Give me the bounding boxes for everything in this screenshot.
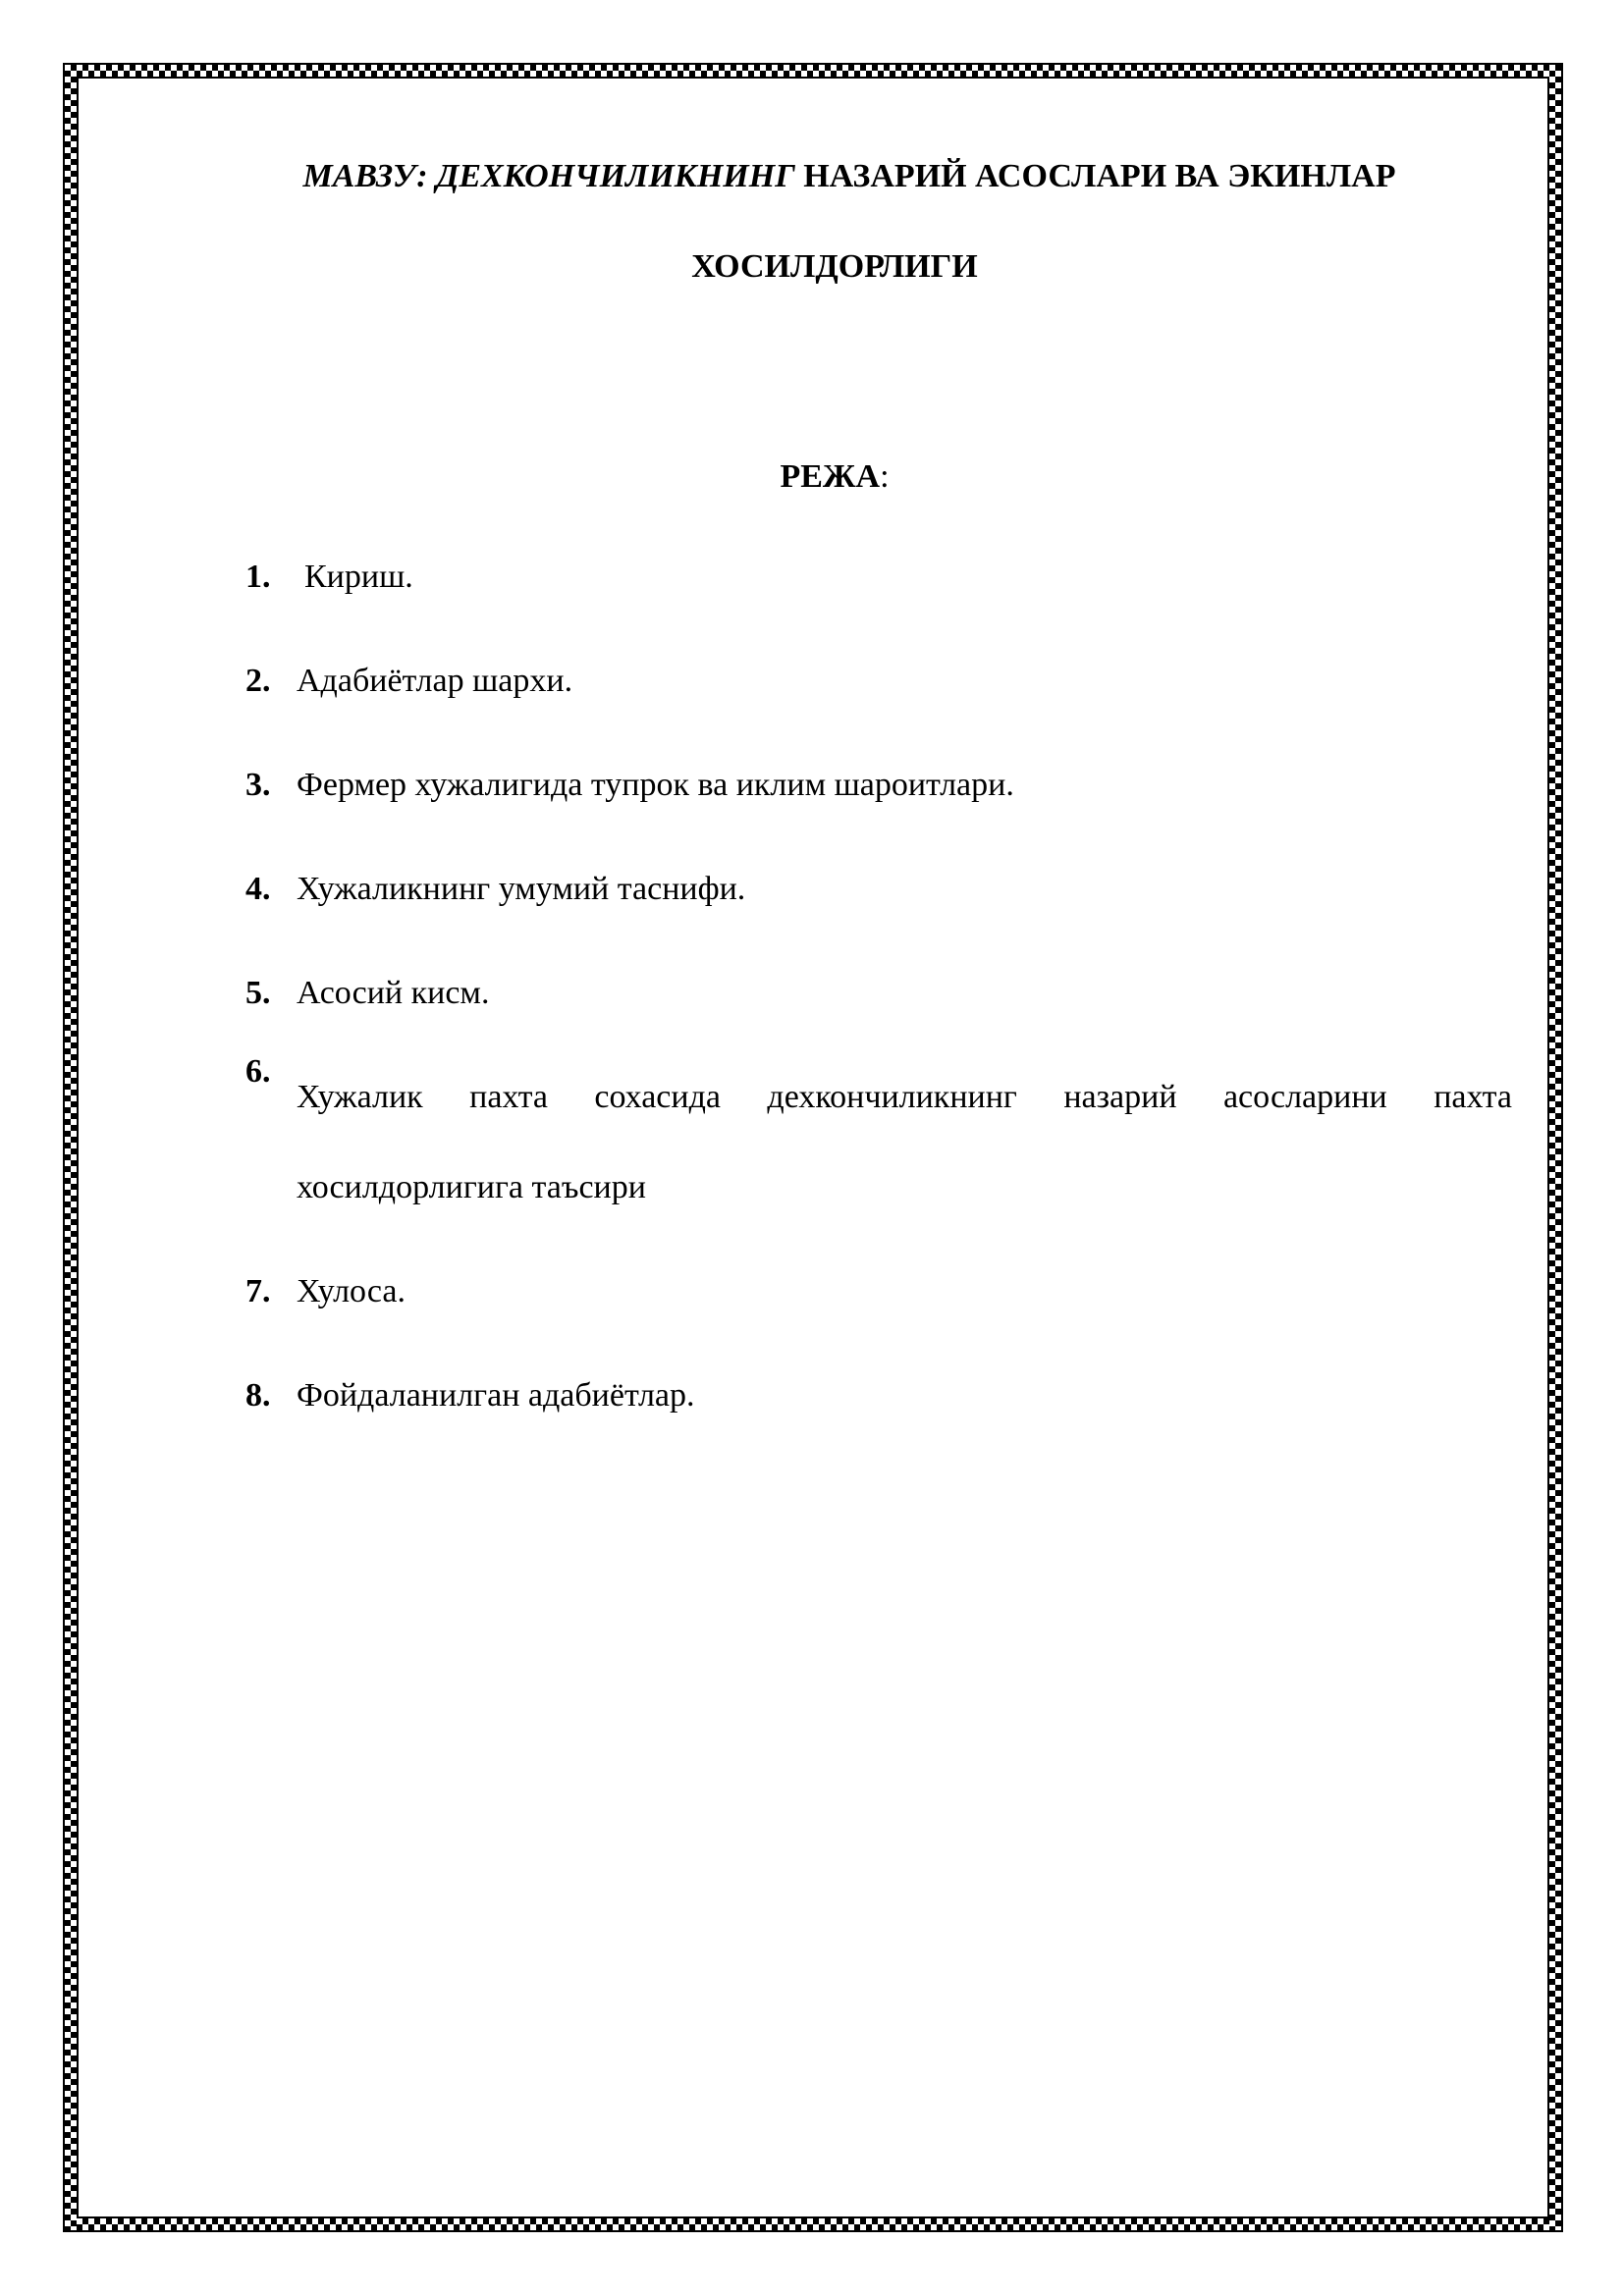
checkered-border-right xyxy=(1549,65,1561,2230)
plan-item-text: Асосий кисм. xyxy=(297,975,490,1011)
title-prefix: МАВЗУ: ДЕХКОНЧИЛИКНИНГ xyxy=(302,158,795,194)
plan-item xyxy=(245,1376,1512,1415)
title-rest: НАЗАРИЙ АСОСЛАРИ ВА ЭКИНЛАР xyxy=(794,158,1396,194)
plan-item-text: Фойдаланилган адабиётлар. xyxy=(297,1377,695,1414)
plan-item-text: Хулоса. xyxy=(297,1273,406,1309)
checkered-border-top xyxy=(65,65,1561,77)
plan-item xyxy=(245,1052,1512,1233)
plan-item-number: 4. xyxy=(245,871,271,907)
plan-heading-text: РЕЖА xyxy=(780,458,881,495)
checkered-border-bottom xyxy=(65,2218,1561,2230)
plan-list xyxy=(245,558,1512,1480)
plan-item-text: Адабиётлар шархи. xyxy=(297,663,573,699)
plan-item-text: Кириш. xyxy=(304,559,413,595)
plan-item xyxy=(245,1272,1512,1311)
plan-item xyxy=(245,974,1512,1013)
checkered-border-left xyxy=(65,65,77,2230)
plan-item xyxy=(245,870,1512,909)
document-title-line-2: ХОСИЛДОРЛИГИ xyxy=(691,248,978,285)
plan-heading-colon: : xyxy=(880,458,890,495)
plan-item-text: Хужалик пахта сохасида дехкончиликнинг назарий асосларини пахта хосилдорлигига таъсири xyxy=(297,1079,1512,1205)
plan-item-text: Фермер хужалигида тупрок ва иклим шароитлари. xyxy=(297,767,1014,803)
plan-item xyxy=(245,558,1512,597)
plan-item xyxy=(245,766,1512,805)
plan-item-text: Хужаликнинг умумий таснифи. xyxy=(297,871,746,907)
plan-item-number: 1. xyxy=(245,559,271,595)
plan-heading xyxy=(196,457,1473,497)
plan-item-number: 3. xyxy=(245,767,271,803)
document-title-line-1 xyxy=(211,157,1488,196)
plan-item-number: 7. xyxy=(245,1273,271,1309)
plan-item-number: 2. xyxy=(245,663,271,699)
plan-item-number: 6. xyxy=(245,1053,271,1090)
plan-item-number: 5. xyxy=(245,975,271,1011)
plan-item xyxy=(245,662,1512,701)
plan-item-number: 8. xyxy=(245,1377,271,1414)
